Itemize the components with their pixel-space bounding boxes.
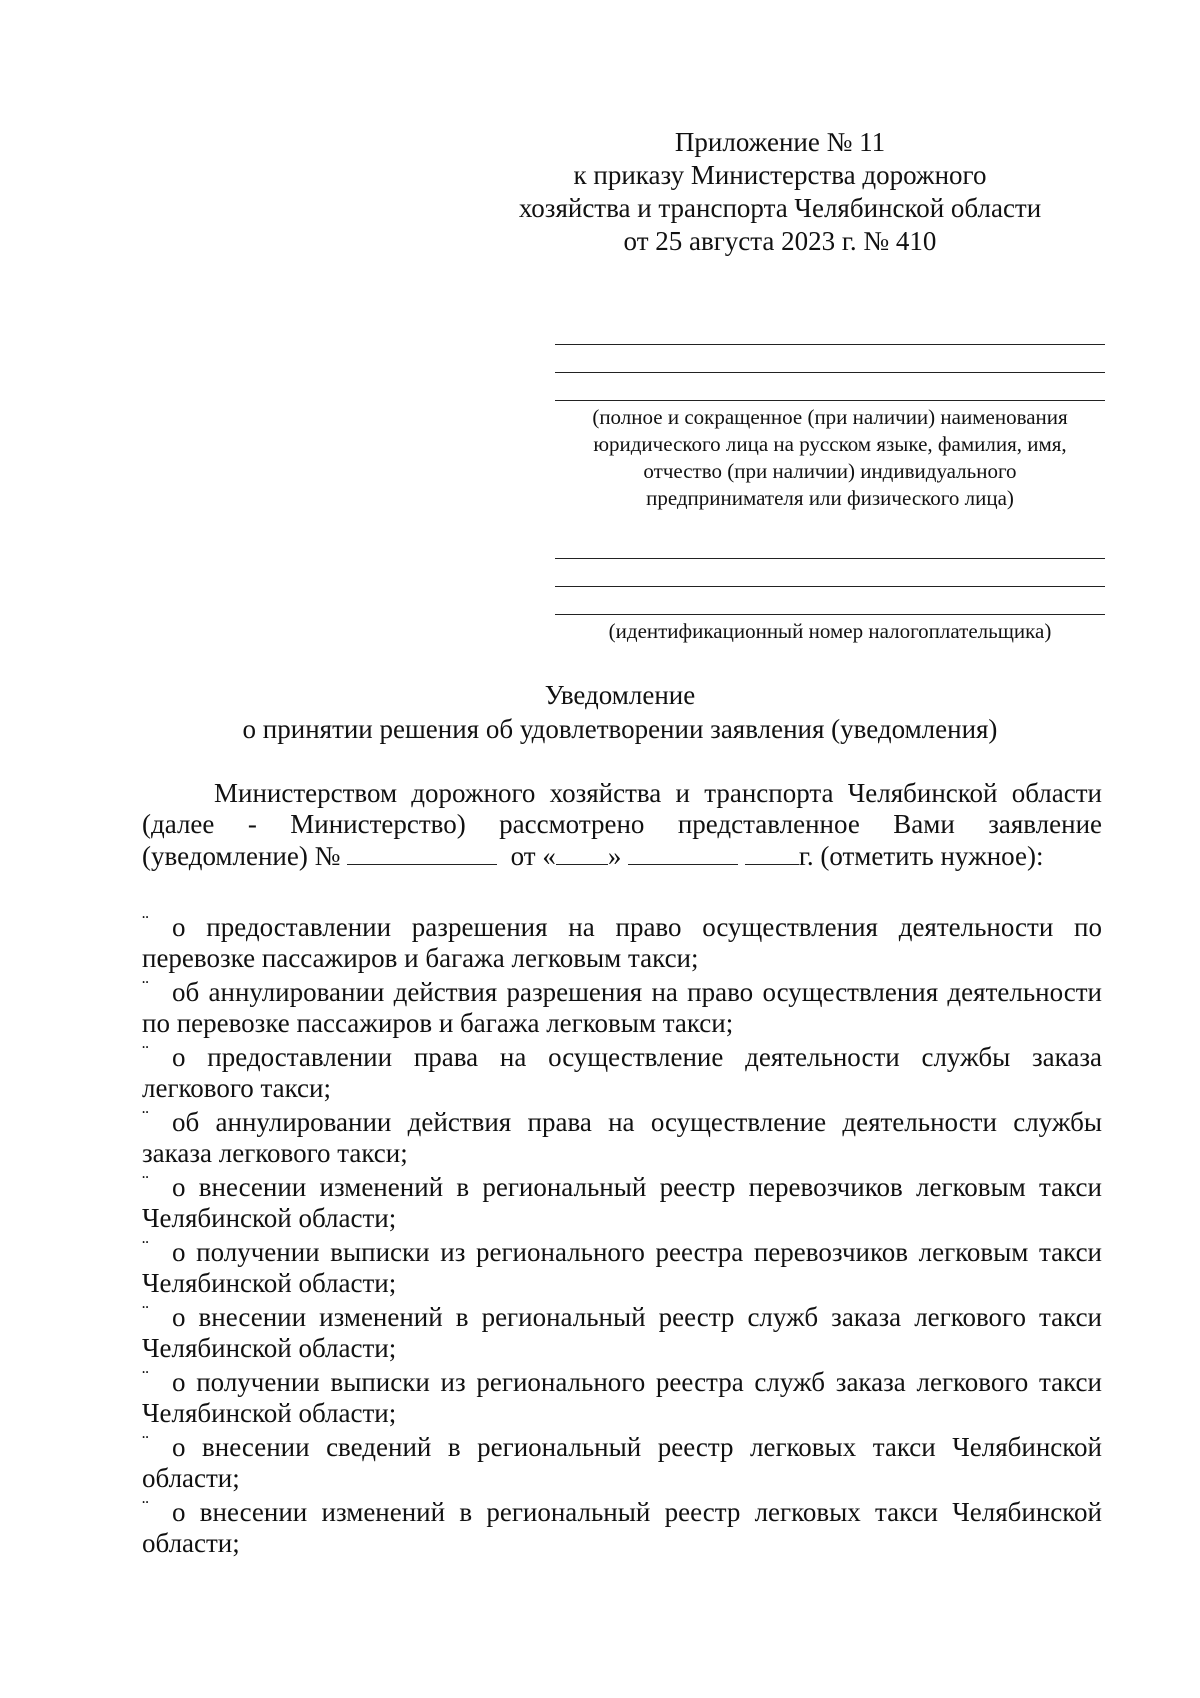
- option-item[interactable]: [142, 1432, 1102, 1494]
- notice-title-line-1: Уведомление: [544, 680, 696, 710]
- name-fill-line-3[interactable]: [555, 400, 1105, 401]
- notice-title: [140, 678, 1100, 746]
- year-blank[interactable]: [745, 840, 799, 865]
- annex-ministry-line: хозяйства и транспорта Челябинской области: [518, 193, 1042, 223]
- option-item[interactable]: [142, 1172, 1102, 1234]
- option-item[interactable]: [142, 1497, 1102, 1559]
- annex-header: [480, 126, 1080, 258]
- option-item[interactable]: [142, 977, 1102, 1039]
- intro-from: от «: [510, 841, 556, 871]
- option-text: о получении выписки из регионального реестра служб заказа легкового такси Челябинской области;: [142, 1367, 1102, 1428]
- intro-year-suffix: г. (отметить нужное):: [798, 841, 1044, 871]
- option-text: о внесении изменений в региональный реестр легковых такси Челябинской области;: [142, 1497, 1102, 1558]
- checkbox-icon[interactable]: ¨: [142, 912, 149, 934]
- checkbox-icon[interactable]: ¨: [142, 977, 149, 999]
- option-text: о внесении изменений в региональный реестр перевозчиков легковым такси Челябинской области;: [142, 1172, 1102, 1233]
- checkbox-icon[interactable]: ¨: [142, 1432, 149, 1454]
- annex-number: Приложение № 11: [674, 127, 886, 157]
- inn-fill-line-2[interactable]: [555, 586, 1105, 587]
- checkbox-icon[interactable]: ¨: [142, 1497, 149, 1519]
- name-fill-line-1[interactable]: [555, 344, 1105, 345]
- option-item[interactable]: [142, 1042, 1102, 1104]
- annex-date-line: от 25 августа 2023 г. № 410: [623, 226, 937, 256]
- day-blank[interactable]: [556, 840, 608, 865]
- name-caption-line: (полное и сокращенное (при наличии) наименования: [592, 405, 1068, 429]
- checkbox-icon[interactable]: ¨: [142, 1367, 149, 1389]
- name-caption-line: предпринимателя или физического лица): [646, 486, 1014, 510]
- checkbox-icon[interactable]: ¨: [142, 1042, 149, 1064]
- option-text: о внесении изменений в региональный реестр служб заказа легкового такси Челябинской области;: [142, 1302, 1102, 1363]
- intro-text: Министерством дорожного хозяйства и транспорта Челябинской области (далее - Министерство) рассмотрено представленное Вами заявление (уведомление) №: [142, 778, 1102, 871]
- option-text: об аннулировании действия разрешения на право осуществления деятельности по перевозке пассажиров и багажа легковым такси;: [142, 977, 1102, 1038]
- inn-fill-line-1[interactable]: [555, 558, 1105, 559]
- name-caption-line: юридического лица на русском языке, фамилия, имя,: [593, 432, 1067, 456]
- option-item[interactable]: [142, 1237, 1102, 1299]
- intro-quote-close: »: [607, 841, 622, 871]
- notice-title-line-2: о принятии решения об удовлетворении заявления (уведомления): [242, 714, 998, 744]
- option-text: о предоставлении права на осуществление деятельности службы заказа легкового такси;: [142, 1042, 1102, 1103]
- name-fill-line-2[interactable]: [555, 372, 1105, 373]
- option-text: о получении выписки из регионального реестра перевозчиков легковым такси Челябинской области;: [142, 1237, 1102, 1298]
- option-item[interactable]: [142, 1302, 1102, 1364]
- option-item[interactable]: [142, 1107, 1102, 1169]
- option-text: об аннулировании действия права на осуществление деятельности службы заказа легкового такси;: [142, 1107, 1102, 1168]
- annex-order-line: к приказу Министерства дорожного: [573, 160, 987, 190]
- inn-caption: [555, 618, 1105, 645]
- name-caption: [555, 404, 1105, 512]
- checkbox-icon[interactable]: ¨: [142, 1107, 149, 1129]
- name-caption-line: отчество (при наличии) индивидуального: [643, 459, 1017, 483]
- option-item[interactable]: [142, 1367, 1102, 1429]
- options-list: [142, 912, 1102, 1562]
- checkbox-icon[interactable]: ¨: [142, 1172, 149, 1194]
- checkbox-icon[interactable]: ¨: [142, 1237, 149, 1259]
- month-blank[interactable]: [628, 840, 738, 865]
- inn-caption-text: (идентификационный номер налогоплательщика): [608, 619, 1052, 643]
- option-text: о внесении сведений в региональный реестр легковых такси Челябинской области;: [142, 1432, 1102, 1493]
- application-number-blank[interactable]: [347, 840, 497, 865]
- option-text: о предоставлении разрешения на право осуществления деятельности по перевозке пассажиров и багажа легковым такси;: [142, 912, 1102, 973]
- checkbox-icon[interactable]: ¨: [142, 1302, 149, 1324]
- intro-paragraph: [142, 778, 1102, 872]
- inn-fill-line-3[interactable]: [555, 614, 1105, 615]
- option-item[interactable]: [142, 912, 1102, 974]
